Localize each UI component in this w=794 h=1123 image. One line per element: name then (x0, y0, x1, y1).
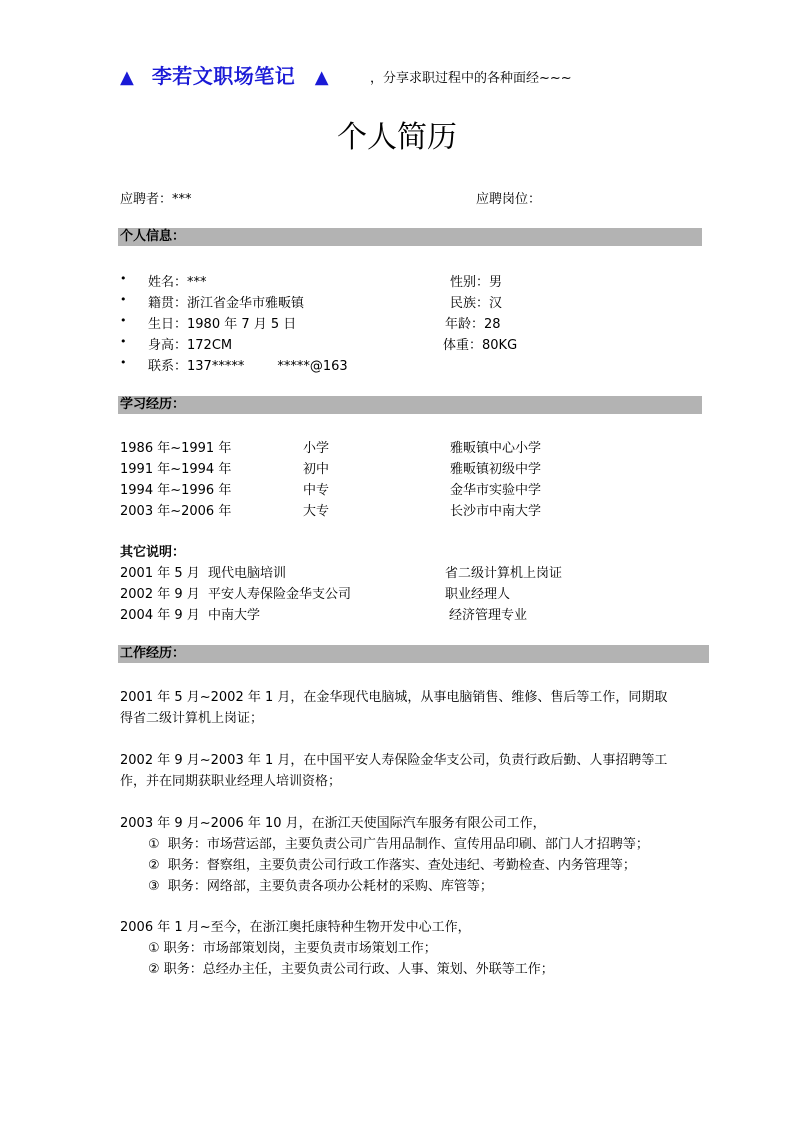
info-age: 年龄：28 (445, 317, 501, 332)
work-paragraph-line: 2006 年 1 月~至今，在浙江奥托康特种生物开发中心工作， (120, 920, 471, 935)
work-paragraph-line: 得省二级计算机上岗证； (120, 711, 264, 726)
bullet-icon: • (120, 272, 127, 285)
work-paragraph-line: 2002 年 9 月~2003 年 1 月，在中国平安人寿保险金华支公司，负责行政后勤、人事招聘等工 (120, 753, 668, 768)
section-work-heading: 工作经历： (118, 645, 709, 663)
bullet-icon: • (120, 293, 127, 306)
edu-period: 1994 年~1996 年 (120, 483, 232, 498)
info-birthday: 生日：1980 年 7 月 5 日 (148, 317, 297, 332)
work-paragraph-line: 2001 年 5 月~2002 年 1 月，在金华现代电脑城，从事电脑销售、维修、售后等工作，同期取 (120, 690, 668, 705)
bullet-icon: • (120, 314, 127, 327)
other-item-detail: 省二级计算机上岗证 (445, 566, 563, 581)
edu-period: 1991 年~1994 年 (120, 462, 232, 477)
edu-school: 雅畈镇中心小学 (450, 441, 542, 456)
triangle-icon: ▲ (120, 67, 135, 88)
bullet-icon: • (120, 356, 127, 369)
other-item-detail: 经济管理专业 (449, 608, 528, 623)
info-ethnicity: 民族：汉 (450, 296, 503, 311)
other-item-detail: 职业经理人 (445, 587, 511, 602)
other-item: 2001 年 5 月 现代电脑培训 (120, 566, 287, 581)
section-personal-heading: 个人信息： (118, 228, 702, 246)
page-title: 个人简历 (337, 120, 457, 155)
section-education-heading: 学习经历： (118, 396, 702, 414)
edu-period: 2003 年~2006 年 (120, 504, 232, 519)
brand-name: 李若文职场笔记 (151, 64, 296, 88)
info-contact: 联系：137***** *****@163 (148, 359, 348, 374)
applicant-name: 应聘者：*** (120, 192, 192, 207)
work-duty-item: ③ 职务：网络部，主要负责各项办公耗材的采购、库管等； (148, 879, 493, 894)
section-other-heading: 其它说明： (120, 545, 186, 560)
triangle-icon: ▲ (314, 67, 330, 88)
edu-level: 初中 (303, 462, 330, 477)
bullet-icon: • (120, 335, 127, 348)
info-gender: 性别：男 (450, 275, 503, 290)
work-duty-item: ① 职务：市场部策划岗，主要负责市场策划工作； (148, 941, 437, 956)
work-paragraph-line: 作，并在同期获职业经理人培训资格； (120, 774, 342, 789)
work-duty-item: ① 职务：市场营运部，主要负责公司广告用品制作、宣传用品印刷、部门人才招聘等； (148, 837, 649, 852)
work-duty-item: ② 职务：总经办主任，主要负责公司行政、人事、策划、外联等工作； (148, 962, 554, 977)
work-paragraph-line: 2003 年 9 月~2006 年 10 月，在浙江天使国际汽车服务有限公司工作， (120, 816, 546, 831)
applicant-position: 应聘岗位： (476, 192, 542, 207)
info-height: 身高：172CM (148, 338, 233, 353)
edu-level: 大专 (303, 504, 330, 519)
info-weight: 体重：80KG (443, 338, 518, 353)
header-tagline: ，分享求职过程中的各种面经~~~ (370, 71, 572, 86)
header-brand-line (120, 60, 329, 89)
edu-school: 雅畈镇初级中学 (450, 462, 542, 477)
info-hometown: 籍贯：浙江省金华市雅畈镇 (148, 296, 305, 311)
other-item: 2002 年 9 月 平安人寿保险金华支公司 (120, 587, 352, 602)
edu-school: 长沙市中南大学 (450, 504, 542, 519)
info-name: 姓名：*** (148, 275, 207, 290)
edu-level: 小学 (303, 441, 330, 456)
edu-period: 1986 年~1991 年 (120, 441, 232, 456)
edu-school: 金华市实验中学 (450, 483, 542, 498)
work-duty-item: ② 职务：督察组，主要负责公司行政工作落实、查处违纪、考勤检查、内务管理等； (148, 858, 636, 873)
other-item: 2004 年 9 月 中南大学 (120, 608, 261, 623)
edu-level: 中专 (303, 483, 330, 498)
